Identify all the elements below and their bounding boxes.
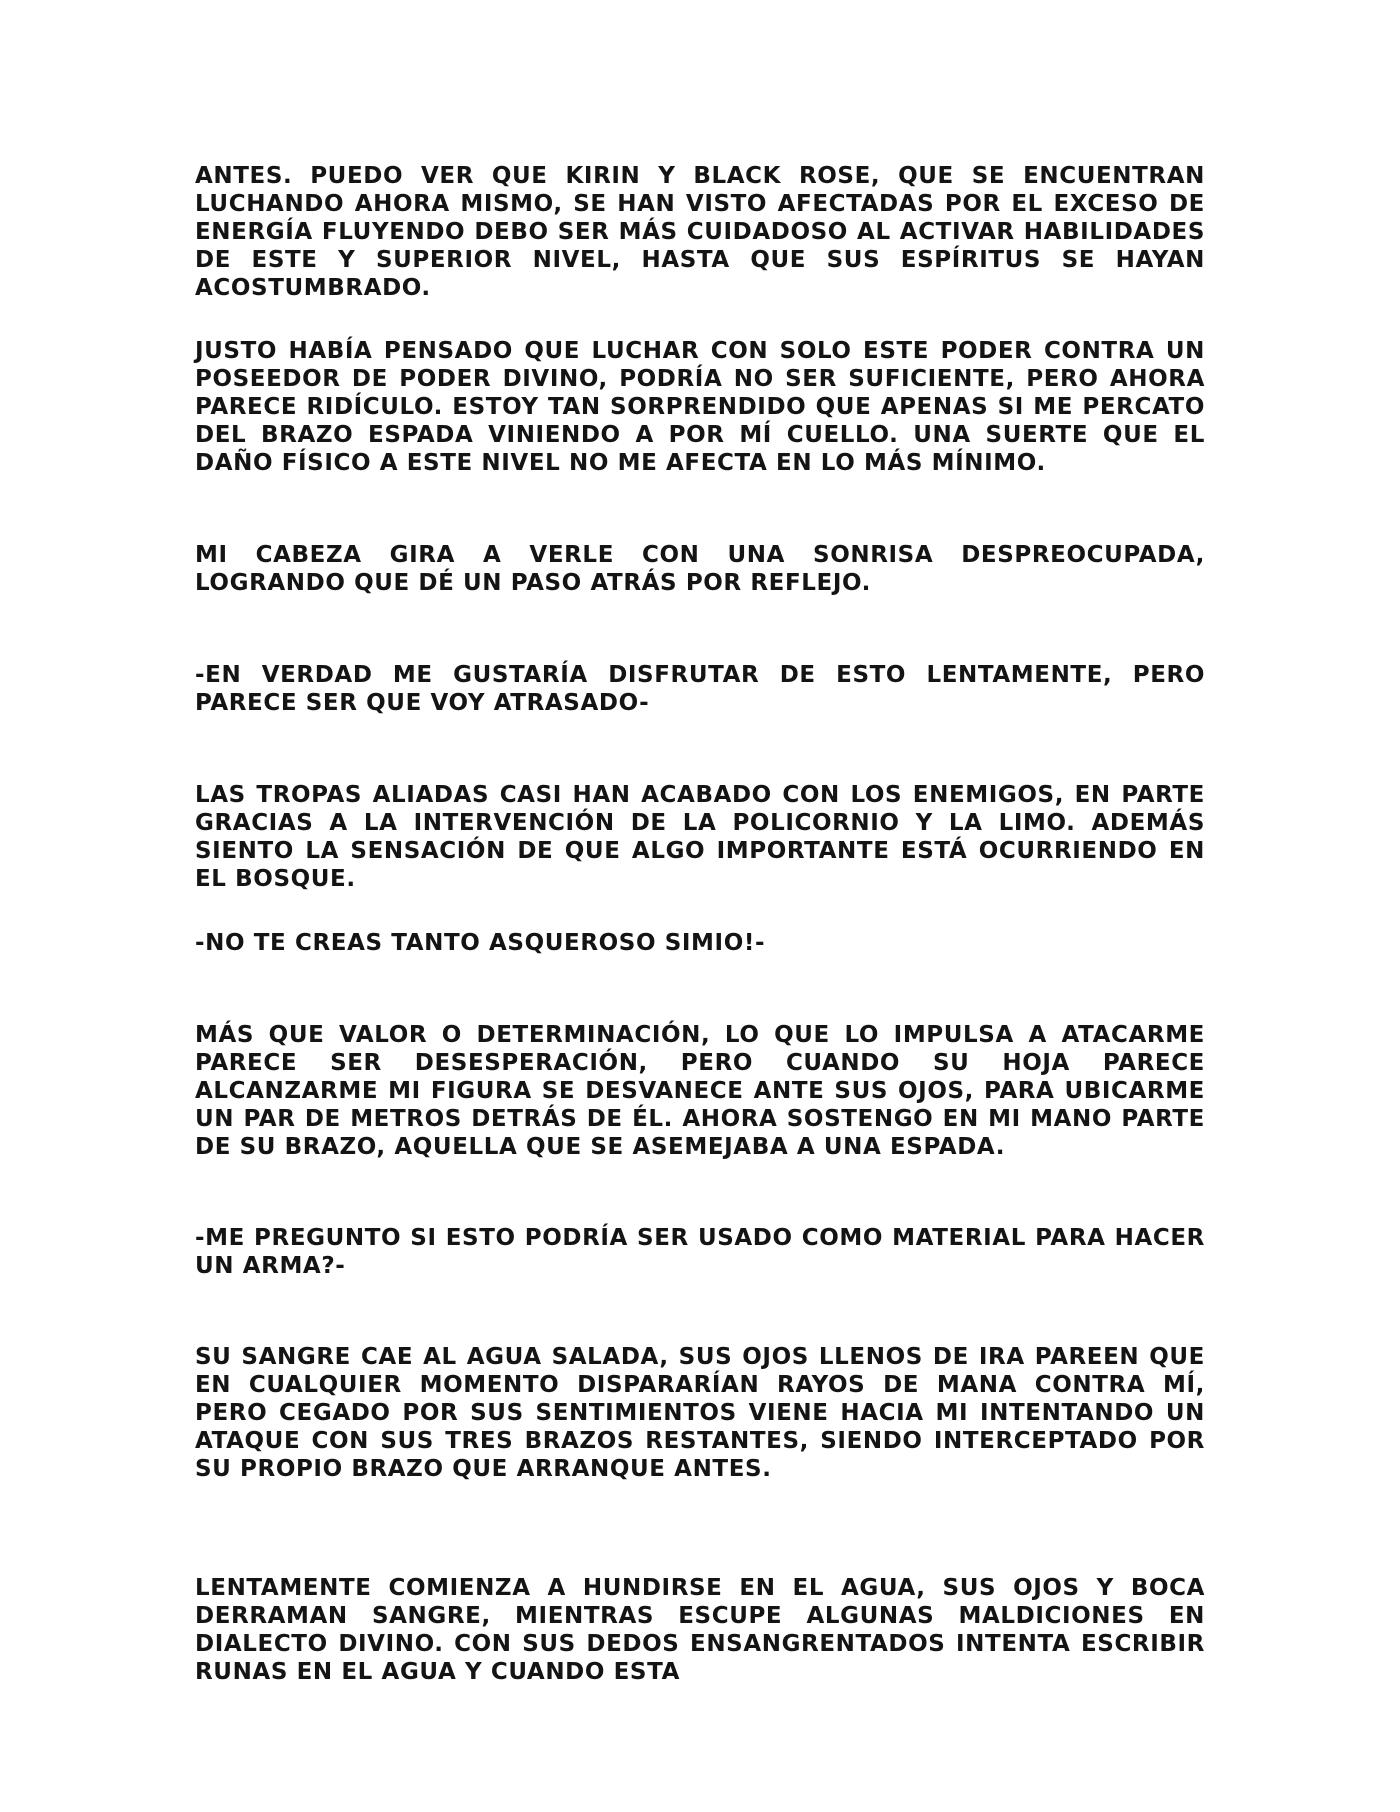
paragraph: ANTES. PUEDO VER QUE KIRIN Y BLACK ROSE, QUE SE ENCUENTRAN LUCHANDO AHORA MISMO, SE HAN VISTO AFECTADAS POR EL EXCESO DE ENERGÍA FLUYENDO DEBO SER MÁS CUIDADOSO AL ACTIVAR HABILIDADES DE ESTE Y SUPERIOR NIVEL, HASTA QUE SUS ESPÍRITUS SE HAYAN ACOSTUMBRADO. (195, 163, 1205, 301)
paragraph: JUSTO HABÍA PENSADO QUE LUCHAR CON SOLO ESTE PODER CONTRA UN POSEEDOR DE PODER DIVINO, PODRÍA NO SER SUFICIENTE, PERO AHORA PARECE RIDÍCULO. ESTOY TAN SORPRENDIDO QUE APENAS SI ME PERCATO DEL BRAZO ESPADA VINIENDO A POR MÍ CUELLO. UNA SUERTE QUE EL DAÑO FÍSICO A ESTE NIVEL NO ME AFECTA EN LO MÁS MÍNIMO. (195, 338, 1205, 476)
paragraph: MI CABEZA GIRA A VERLE CON UNA SONRISA DESPREOCUPADA, LOGRANDO QUE DÉ UN PASO ATRÁS POR REFLEJO. (195, 542, 1205, 596)
paragraph: LAS TROPAS ALIADAS CASI HAN ACABADO CON LOS ENEMIGOS, EN PARTE GRACIAS A LA INTERVENCIÓN DE LA POLICORNIO Y LA LIMO. ADEMÁS SIENTO LA SENSACIÓN DE QUE ALGO IMPORTANTE ESTÁ OCURRIENDO EN EL BOSQUE. (195, 782, 1205, 892)
dialogue-line: -EN VERDAD ME GUSTARÍA DISFRUTAR DE ESTO LENTAMENTE, PERO PARECE SER QUE VOY ATRASADO- (195, 662, 1205, 716)
paragraph: MÁS QUE VALOR O DETERMINACIÓN, LO QUE LO IMPULSA A ATACARME PARECE SER DESESPERACIÓN, PERO CUANDO SU HOJA PARECE ALCANZARME MI FIGURA SE DESVANECE ANTE SUS OJOS, PARA UBICARME UN PAR DE METROS DETRÁS DE ÉL. AHORA SOSTENGO EN MI MANO PARTE DE SU BRAZO, AQUELLA QUE SE ASEMEJABA A UNA ESPADA. (195, 1022, 1205, 1160)
paragraph: SU SANGRE CAE AL AGUA SALADA, SUS OJOS LLENOS DE IRA PAREEN QUE EN CUALQUIER MOMENTO DISPARARÍAN RAYOS DE MANA CONTRA MÍ, PERO CEGADO POR SUS SENTIMIENTOS VIENE HACIA MI INTENTANDO UN ATAQUE CON SUS TRES BRAZOS RESTANTES, SIENDO INTERCEPTADO POR SU PROPIO BRAZO QUE ARRANQUE ANTES. (195, 1344, 1205, 1482)
dialogue-line: -NO TE CREAS TANTO ASQUEROSO SIMIO!- (195, 930, 766, 956)
paragraph: LENTAMENTE COMIENZA A HUNDIRSE EN EL AGUA, SUS OJOS Y BOCA DERRAMAN SANGRE, MIENTRAS ESCUPE ALGUNAS MALDICIONES EN DIALECTO DIVINO. CON SUS DEDOS ENSANGRENTADOS INTENTA ESCRIBIR RUNAS EN EL AGUA Y CUANDO ESTA (195, 1575, 1205, 1685)
dialogue-line: -ME PREGUNTO SI ESTO PODRÍA SER USADO COMO MATERIAL PARA HACER UN ARMA?- (195, 1225, 1205, 1279)
